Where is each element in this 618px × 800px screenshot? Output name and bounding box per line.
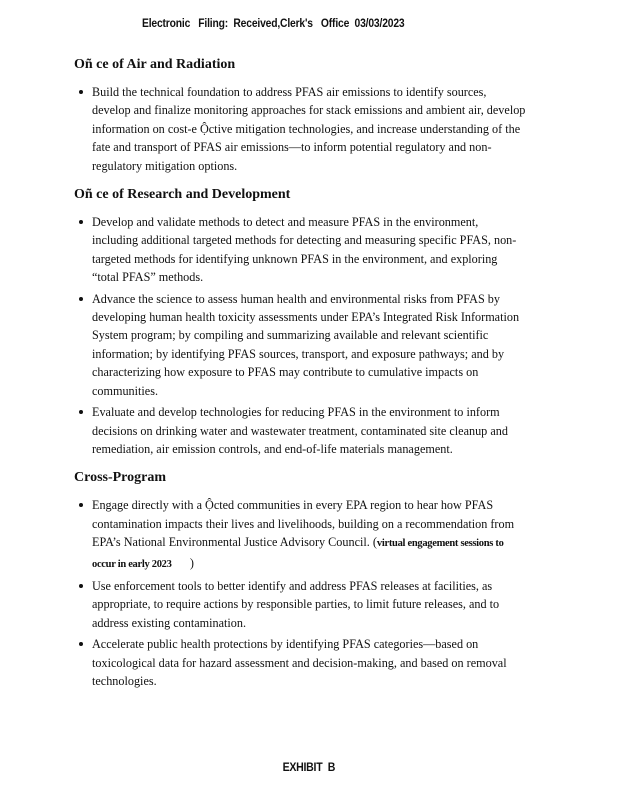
exhibit-label (0, 760, 618, 774)
engagement-note: virtual engagement sessions to occur in early 2023 (92, 538, 504, 570)
section-heading: Cross-Program (74, 470, 167, 486)
section-cross-program (74, 469, 526, 690)
section-research-development (74, 186, 526, 458)
bullet-list (74, 213, 526, 458)
bullet-item: Evaluate and develop technologies for reducing PFAS in the environment to inform decisions on drinking water and wastewater treatment, contaminated site cleanup and remediation, air emission controls, and end-of-life materials management. (74, 403, 526, 458)
bullet-list (74, 83, 526, 175)
document-body (74, 56, 526, 701)
note-close: ) (171, 555, 194, 570)
bullet-list (74, 496, 526, 690)
bullet-item: Build the technical foundation to address PFAS air emissions to identify sources, develop and finalize monitoring approaches for stack emissions and ambient air, develop information on cost-e Ộctive mitigation technologies, and increase understanding of the fate and transport of PFAS air emissions—to inform potential regulatory and non-regulatory mitigation options. (74, 83, 526, 175)
bullet-item: Use enforcement tools to better identify and address PFAS releases at facilities, as appropriate, to require actions by responsible parties, to limit future releases, and to address existing contamination. (74, 577, 526, 632)
filing-stamp: Electronic Filing: Received,Clerk's Office 03/03/2023 (142, 16, 405, 30)
bullet-text: Engage directly with a Ộcted communities in every EPA region to hear how PFAS contamination impacts their lives and livelihoods, building on a recommendation from EPA’s National Environmental Justice Advisory Council. ( (92, 498, 515, 550)
exhibit-label-text: EXHIBIT B (282, 760, 336, 774)
bullet-item: Develop and validate methods to detect and measure PFAS in the environment, including additional targeted methods for detecting and measuring specific PFAS, non-targeted methods for identifying unknown PFAS in the environment, and exploring “total PFAS” methods. (74, 213, 526, 287)
section-heading: Oñ ce of Air and Radiation (74, 57, 236, 72)
bullet-item: Advance the science to assess human health and environmental risks from PFAS by developing human health toxicity assessments under EPA’s Integrated Risk Information System program; by compiling and summarizing available and relevant scientific information; by identifying PFAS sources, transport, and exposure pathways; and by characterizing how exposure to PFAS may contribute to cumulative impacts on communities. (74, 290, 526, 400)
bullet-item (74, 496, 526, 574)
bullet-item: Accelerate public health protections by identifying PFAS categories—based on toxicological data for hazard assessment and decision-making, and based on removal technologies. (74, 635, 526, 690)
section-air-radiation (74, 56, 526, 175)
section-heading: Oñ ce of Research and Development (74, 187, 291, 203)
